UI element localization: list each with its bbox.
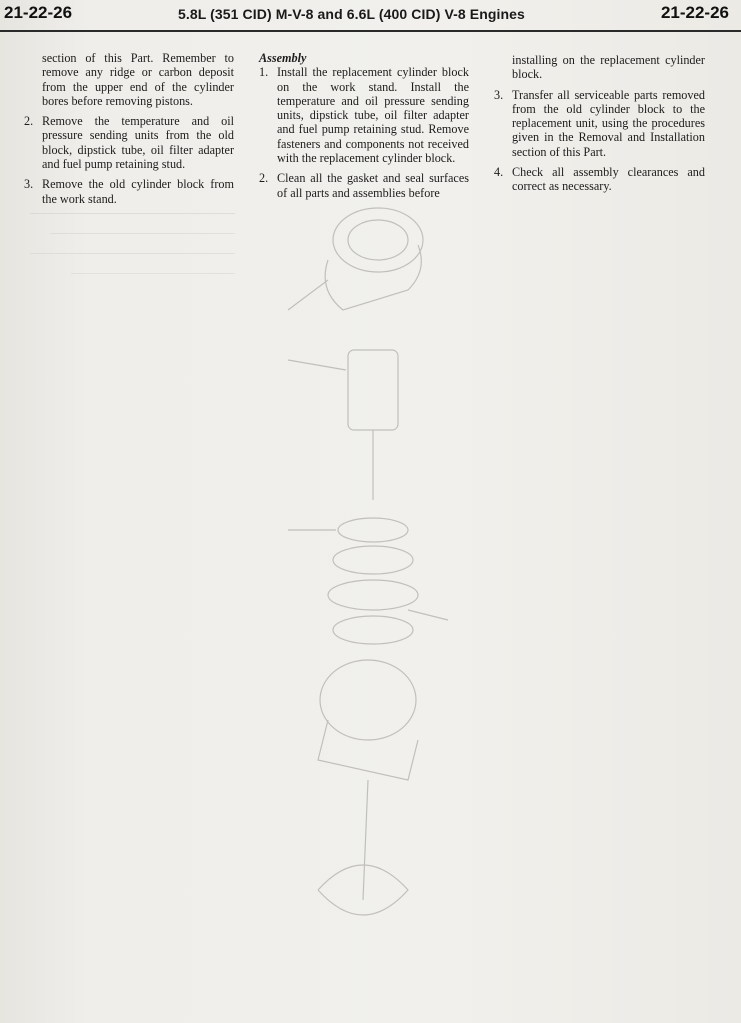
procedure-list	[24, 114, 234, 206]
step-text: Clean all the gasket and seal surfaces of all parts and assemblies before	[277, 171, 469, 200]
piston-rod-illustration	[258, 200, 478, 990]
section-heading-assembly: Assembly	[259, 51, 307, 65]
column-3	[494, 53, 705, 200]
procedure-step	[259, 171, 469, 200]
column-2	[259, 51, 469, 206]
step-text: Install the replacement cylinder block on the work stand. Install the temperature and oil pressure sending units, dipstick tube, oil filter adapter and fuel pump retaining stud. Remove fasteners and components not received with the replacement cylinder block.	[277, 65, 469, 166]
page-title: 5.8L (351 CID) M-V-8 and 6.6L (400 CID) V-8 Engines	[178, 6, 525, 22]
procedure-step	[259, 65, 469, 165]
assembly-list-continued	[494, 88, 705, 194]
step-number: 2.	[24, 114, 34, 129]
step-number: 1.	[259, 65, 269, 80]
page-header	[0, 0, 741, 34]
column-1	[24, 51, 234, 212]
continued-step-text: installing on the replacement cylinder block.	[512, 53, 705, 82]
step-text: Remove the temperature and oil pressure sending units from the old block, dipstick tube, oil filter adapter and fuel pump retaining stud.	[42, 114, 234, 172]
procedure-step	[494, 165, 705, 194]
step-number: 3.	[494, 87, 504, 102]
bleed-through-left	[30, 200, 235, 280]
page-number-left: 21-22-26	[4, 3, 73, 22]
step-text: Check all assembly clearances and correct as necessary.	[512, 165, 705, 194]
header-rule	[0, 30, 741, 32]
procedure-step	[494, 88, 705, 159]
step-number: 4.	[494, 165, 504, 180]
step-text: Remove the old cylinder block from the work stand.	[42, 177, 234, 206]
procedure-step	[24, 114, 234, 171]
step-number: 3.	[24, 177, 34, 192]
procedure-step	[24, 177, 234, 206]
step-text: Transfer all serviceable parts removed from the old cylinder block to the replacement unit, using the procedures given in the Removal and Installation section of this Part.	[512, 87, 705, 159]
page-number-right: 21-22-26	[660, 3, 729, 22]
continued-step-text: section of this Part. Remember to remove any ridge or carbon deposit from the upper end of the cylinder bores before removing pistons.	[42, 51, 234, 108]
assembly-list	[259, 65, 469, 200]
step-number: 2.	[259, 171, 269, 186]
